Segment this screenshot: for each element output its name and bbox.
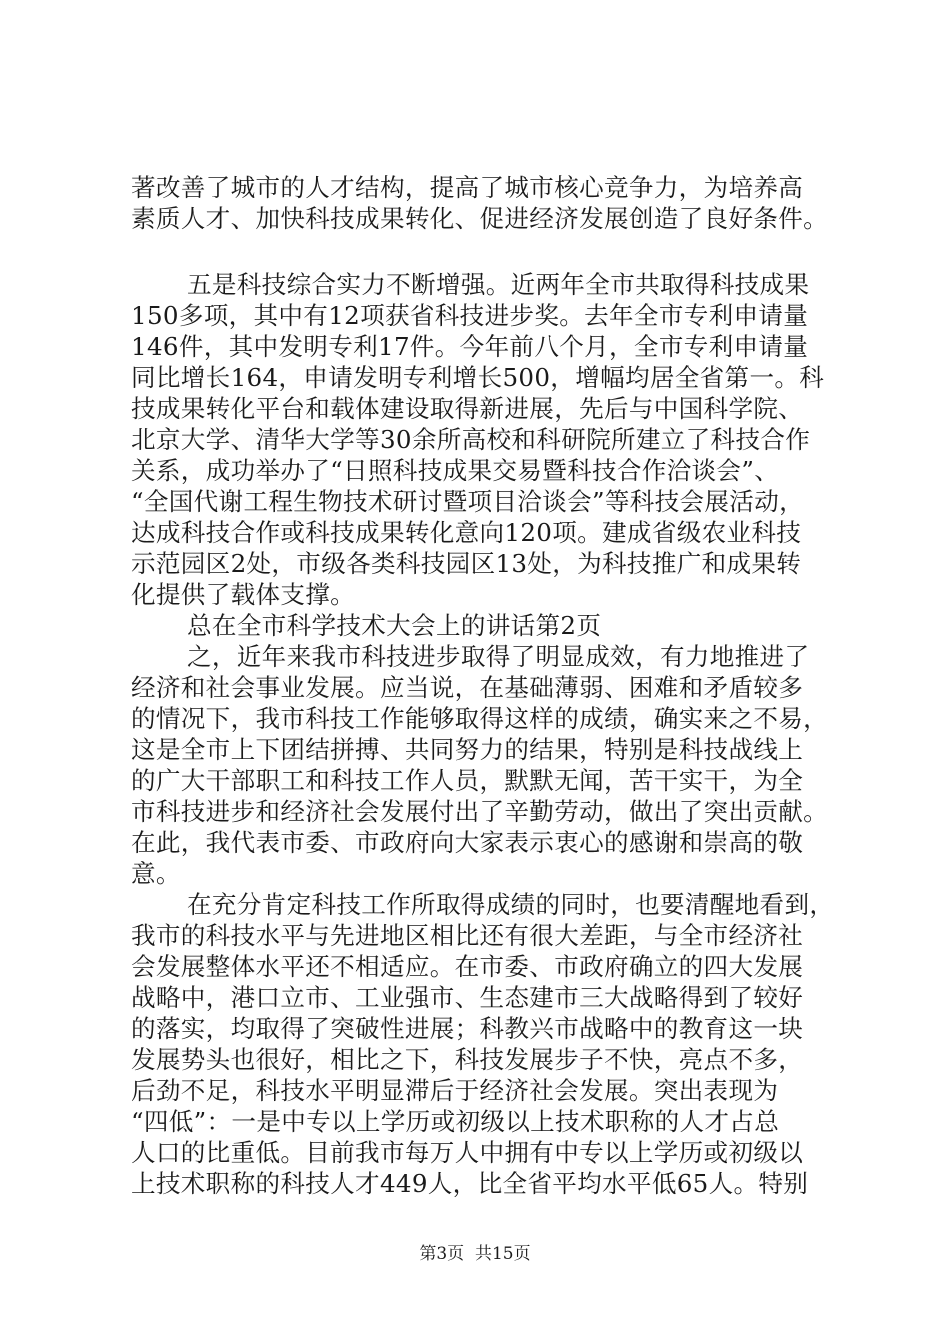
text-line: 战略中，港口立市、工业强市、生态建市三大战略得到了较好 xyxy=(131,983,804,1012)
text-line: 五是科技综合实力不断增强。近两年全市共取得科技成果 xyxy=(187,270,810,299)
text-line: “四低”：一是中专以上学历或初级以上技术职称的人才占总 xyxy=(131,1107,780,1136)
text-line: 经济和社会事业发展。应当说，在基础薄弱、困难和矛盾较多 xyxy=(131,673,804,702)
text-line: 之，近年来我市科技进步取得了明显成效，有力地推进了 xyxy=(187,642,810,671)
text-line: 上技术职称的科技人才449人，比全省平均水平低65人。特别 xyxy=(131,1169,809,1198)
text-line: 150多项，其中有12项获省科技进步奖。去年全市专利申请量 xyxy=(131,301,809,330)
text-line: 后劲不足，科技水平明显滞后于经济社会发展。突出表现为 xyxy=(131,1076,779,1105)
page-footer: 第3页 共15页 xyxy=(419,1244,531,1264)
paragraph xyxy=(131,889,835,1199)
text-line: 会发展整体水平还不相适应。在市委、市政府确立的四大发展 xyxy=(131,952,804,981)
paragraph-gap xyxy=(131,234,831,269)
text-line: 总在全市科学技术大会上的讲话第2页 xyxy=(187,611,602,640)
text-line: 技成果转化平台和载体建设取得新进展，先后与中国科学院、 xyxy=(131,394,804,423)
text-line: 的落实，均取得了突破性进展；科教兴市战略中的教育这一块 xyxy=(131,1014,804,1043)
text-line: 人口的比重低。目前我市每万人中拥有中专以上学历或初级以 xyxy=(131,1138,804,1167)
text-line: 北京大学、清华大学等30余所高校和科研院所建立了科技合作 xyxy=(131,425,811,454)
paragraph xyxy=(131,610,831,641)
text-line: 达成科技合作或科技成果转化意向120项。建成省级农业科技 xyxy=(131,518,802,547)
paragraph xyxy=(131,641,831,889)
text-line: 意。 xyxy=(131,859,181,888)
text-line: 的广大干部职工和科技工作人员，默默无闻，苦干实干，为全 xyxy=(131,766,804,795)
text-line: 在充分肯定科技工作所取得成绩的同时，也要清醒地看到， xyxy=(187,890,835,919)
text-line: 化提供了载体支撑。 xyxy=(131,580,356,609)
paragraph xyxy=(131,172,831,234)
paragraph xyxy=(131,269,831,610)
text-line: 同比增长164，申请发明专利增长500，增幅均居全省第一。科 xyxy=(131,363,825,392)
text-line: 在此，我代表市委、市政府向大家表示衷心的感谢和崇高的敬 xyxy=(131,828,804,857)
text-line: 146件，其中发明专利17件。今年前八个月，全市专利申请量 xyxy=(131,332,809,361)
text-line: 著改善了城市的人才结构，提高了城市核心竞争力，为培养高 xyxy=(131,173,804,202)
text-line: 示范园区2处，市级各类科技园区13处，为科技推广和成果转 xyxy=(131,549,802,578)
text-line: 我市的科技水平与先进地区相比还有很大差距，与全市经济社 xyxy=(131,921,804,950)
body-text xyxy=(131,172,835,1199)
text-line: 关系，成功举办了“日照科技成果交易暨科技合作洽谈会”、 xyxy=(131,456,780,485)
text-line: 这是全市上下团结拼搏、共同努力的结果，特别是科技战线上 xyxy=(131,735,804,764)
text-line: “全国代谢工程生物技术研讨暨项目洽谈会”等科技会展活动， xyxy=(131,487,804,516)
text-line: 的情况下，我市科技工作能够取得这样的成绩，确实来之不易， xyxy=(131,704,829,733)
text-line: 市科技进步和经济社会发展付出了辛勤劳动，做出了突出贡献。 xyxy=(131,797,829,826)
text-line: 发展势头也很好，相比之下，科技发展步子不快，亮点不多， xyxy=(131,1045,804,1074)
text-line: 素质人才、加快科技成果转化、促进经济发展创造了良好条件。 xyxy=(131,204,829,233)
